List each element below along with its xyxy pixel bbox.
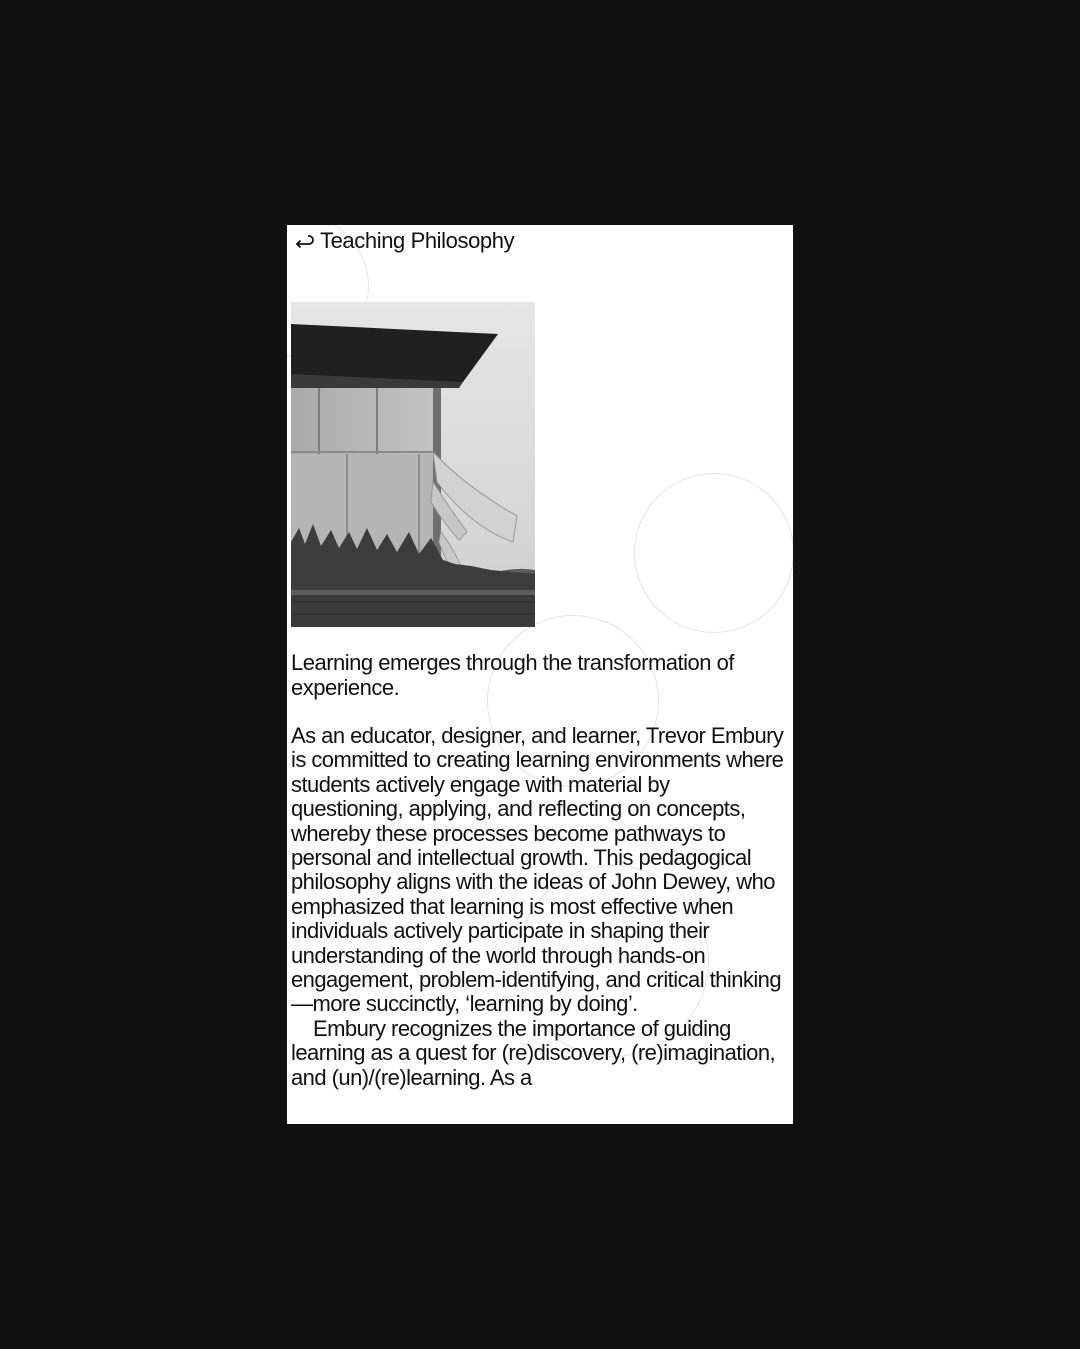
phone-screen bbox=[287, 225, 793, 1124]
paragraph: As an educator, designer, and learner, Trevor Embury is committed to creating learning environments where students actively engage with material by questioning, applying, and reflecting on concepts, whereby these processes become pathways to personal and intellectual growth. This pedagogical philosophy aligns with the ideas of John Dewey, who emphasized that learning is most effective when individuals actively participate in shaping their understanding of the world through hands-on engagement, problem-identifying, and critical thinking—more succinctly, ‘learning by doing’. bbox=[291, 723, 784, 1017]
philosophy-body bbox=[291, 724, 787, 1090]
lead-statement: Learning emerges through the transformation of experience. bbox=[291, 650, 734, 700]
paragraph: Embury recognizes the importance of guiding learning as a quest for (re)discovery, (re)imagination, and (un)/(re)learning. As a bbox=[291, 1015, 776, 1090]
page-title: Teaching Philosophy bbox=[320, 228, 515, 253]
return-arrow-icon[interactable] bbox=[292, 230, 314, 252]
decorative-circle bbox=[634, 473, 793, 633]
barn-photo bbox=[291, 302, 535, 627]
back-navigation[interactable] bbox=[292, 228, 514, 254]
